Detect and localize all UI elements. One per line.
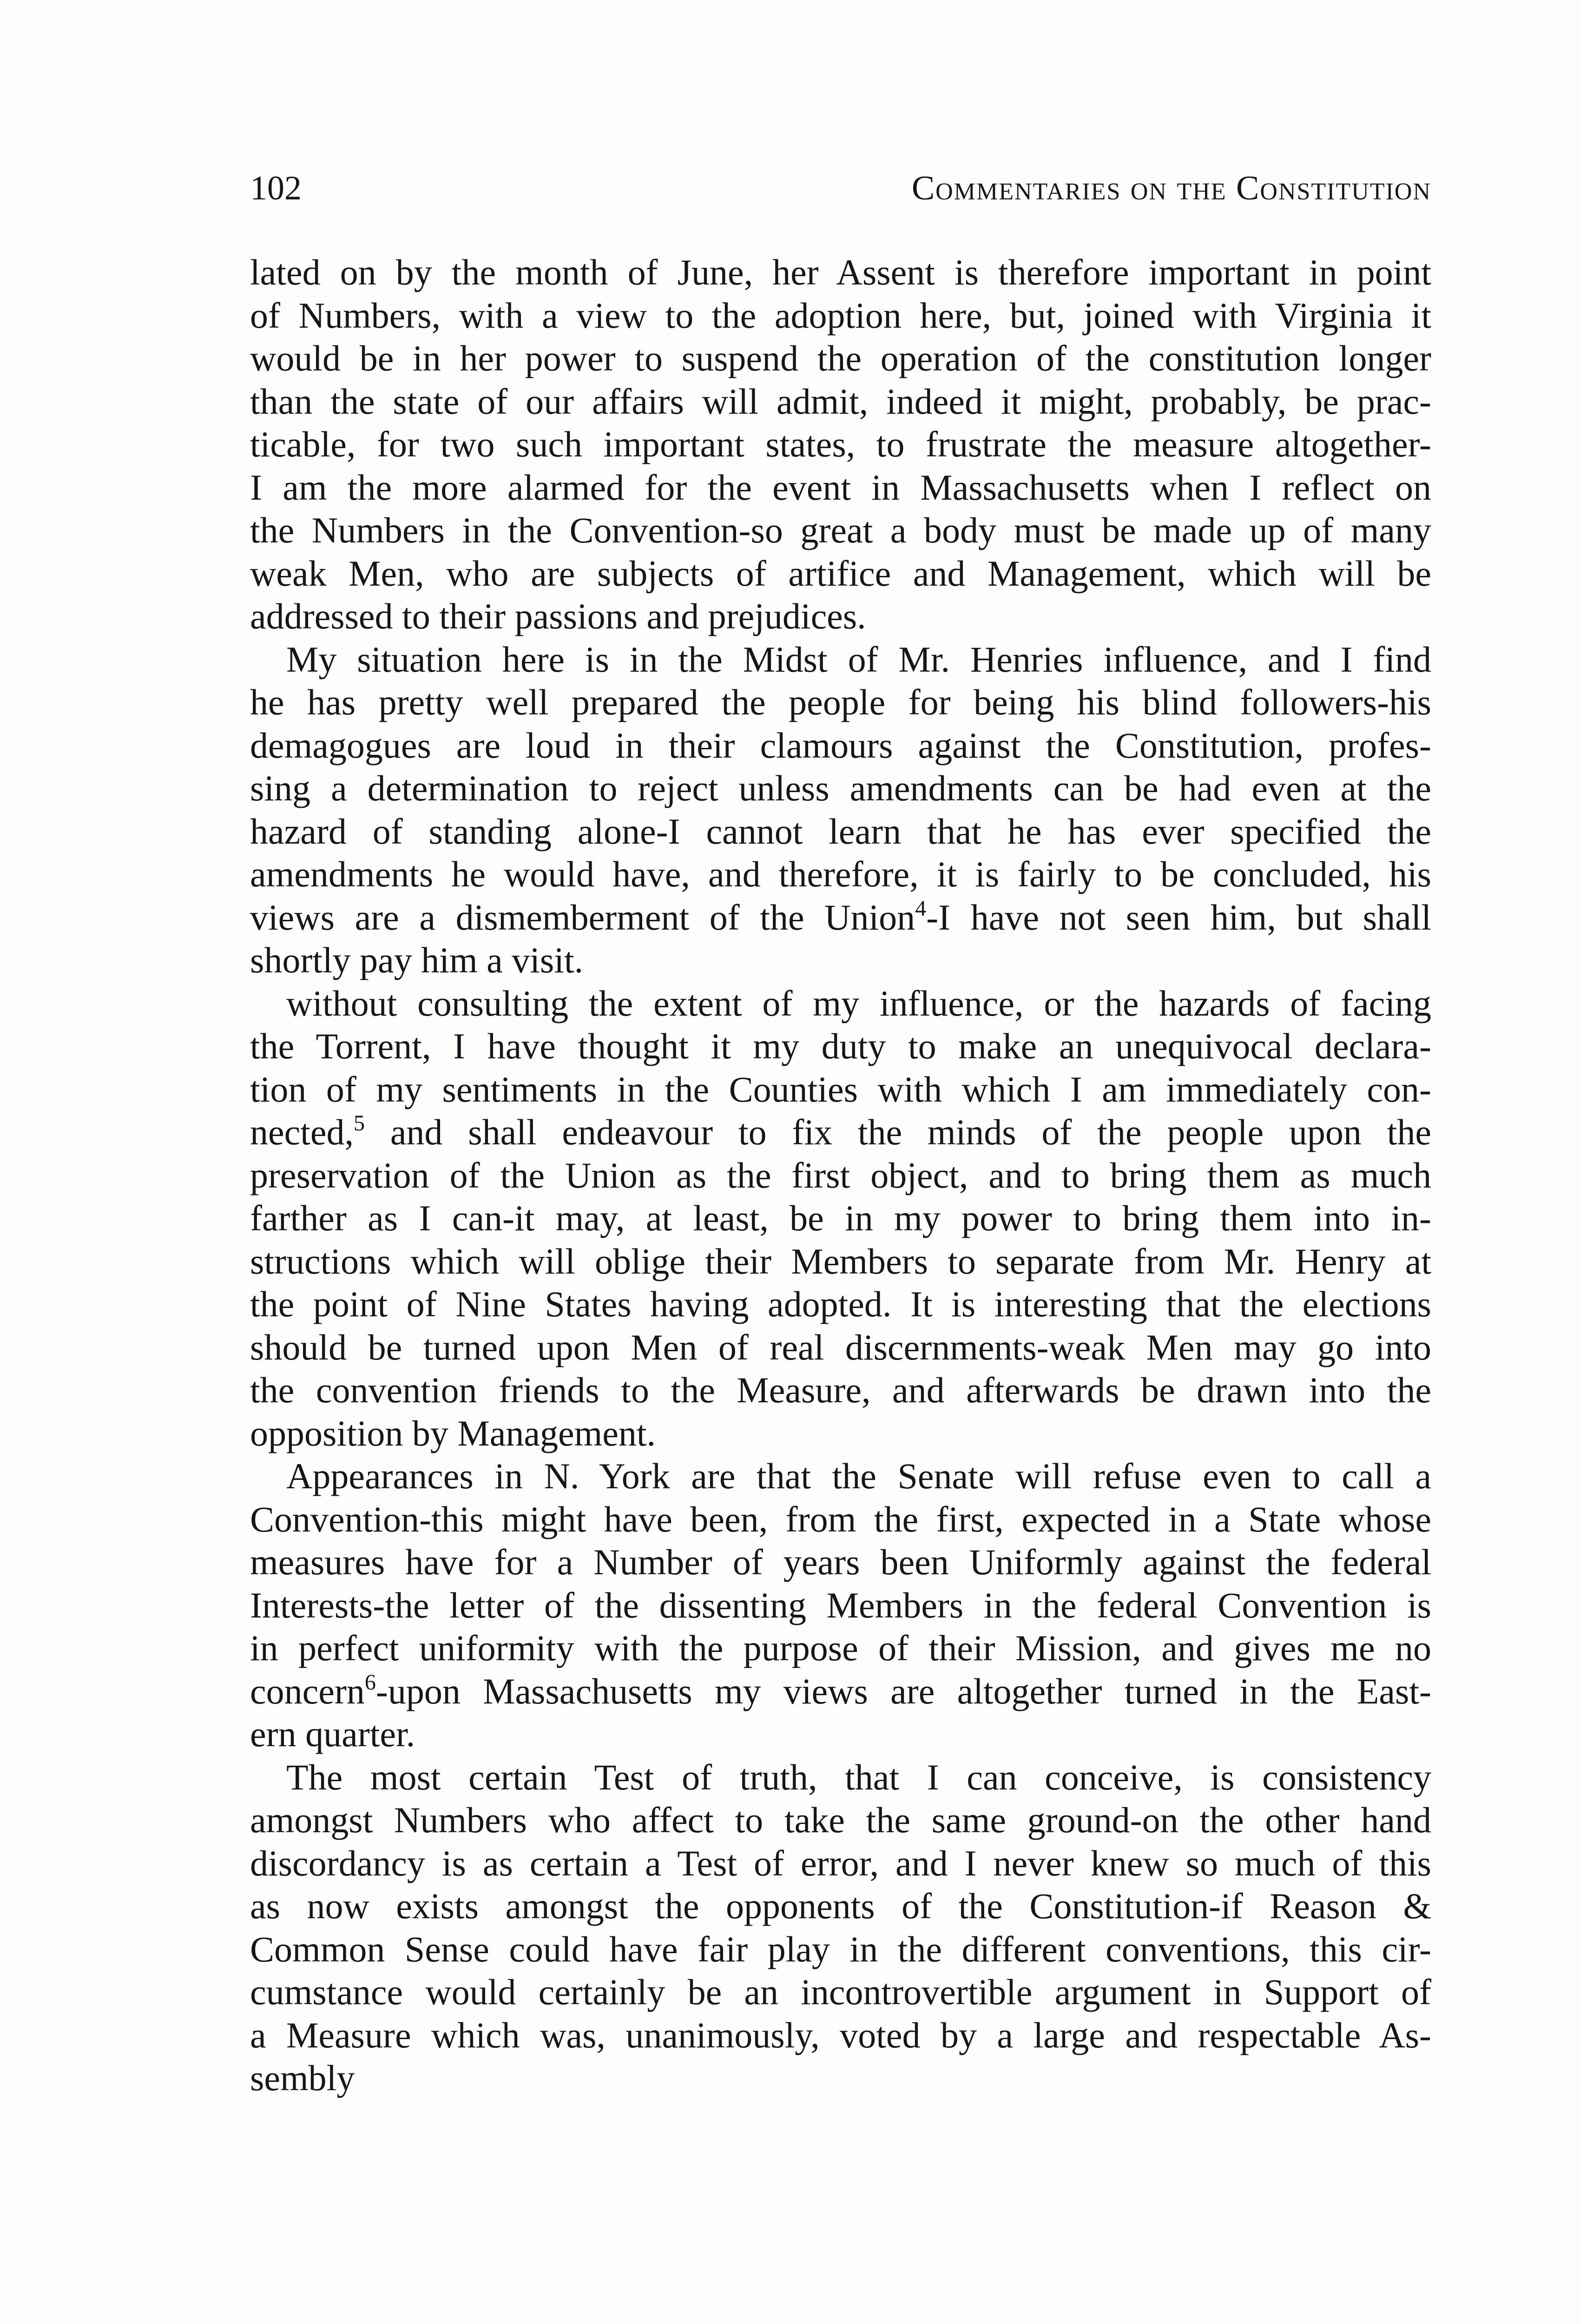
text-line: in perfect uniformity with the purpose of their Mission, and gives me no xyxy=(250,1628,1431,1668)
text-line: would be in her power to suspend the operation of the constitution longer xyxy=(250,338,1431,378)
text-segment: views are a dismemberment of the Union xyxy=(250,897,915,938)
text-line xyxy=(250,1670,1431,1713)
text-line: he has pretty well prepared the people for being his blind followers-his xyxy=(250,682,1431,722)
body-text xyxy=(250,251,1431,2100)
text-line: discordancy is as certain a Test of error, and I never knew so much of this xyxy=(250,1842,1431,1883)
text-line xyxy=(250,896,1431,939)
text-line: the convention friends to the Measure, and afterwards be drawn into the xyxy=(250,1370,1431,1410)
text-line: amongst Numbers who affect to take the same ground-on the other hand xyxy=(250,1800,1431,1840)
text-line: Convention-this might have been, from the first, expected in a State whose xyxy=(250,1499,1431,1539)
footnote-ref: 6 xyxy=(364,1670,376,1695)
text-line: Appearances in N. York are that the Senate will refuse even to call a xyxy=(286,1456,1431,1496)
text-line: I am the more alarmed for the event in Massachusetts when I reflect on xyxy=(250,467,1431,508)
text-line: tion of my sentiments in the Counties with which I am immediately con- xyxy=(250,1069,1431,1109)
text-line: ern quarter. xyxy=(250,1714,415,1754)
text-line: sembly xyxy=(250,2058,355,2098)
paragraph-1 xyxy=(250,251,1431,638)
text-line: shortly pay him a visit. xyxy=(250,940,584,980)
text-line: preservation of the Union as the first object, and to bring them as much xyxy=(250,1155,1431,1195)
text-line: should be turned upon Men of real discernments-weak Men may go into xyxy=(250,1327,1431,1367)
text-line xyxy=(250,1111,1431,1154)
text-line: lated on by the month of June, her Assent is therefore important in point xyxy=(250,252,1431,292)
text-line: measures have for a Number of years been Uniformly against the federal xyxy=(250,1542,1431,1582)
text-line: My situation here is in the Midst of Mr. Henries influence, and I find xyxy=(286,639,1431,680)
text-line: amendments he would have, and therefore, it is fairly to be concluded, his xyxy=(250,854,1431,894)
footnote-ref: 5 xyxy=(354,1111,365,1136)
text-line: than the state of our affairs will admit, indeed it might, probably, be prac- xyxy=(250,381,1431,422)
text-line: Interests-the letter of the dissenting Members in the federal Convention is xyxy=(250,1585,1431,1625)
text-line: opposition by Management. xyxy=(250,1413,656,1453)
text-line: Common Sense could have fair play in the different conventions, this cir- xyxy=(250,1928,1431,1969)
paragraph-4 xyxy=(250,1455,1431,1756)
text-segment: -I have not seen him, but shall xyxy=(926,897,1431,938)
text-line: as now exists amongst the opponents of the Constitution-if Reason & xyxy=(250,1886,1431,1926)
text-line: weak Men, who are subjects of artifice and Management, which will be xyxy=(250,553,1431,594)
text-line: addressed to their passions and prejudices. xyxy=(250,596,866,636)
text-line: the Torrent, I have thought it my duty to make an unequivocal declara- xyxy=(250,1026,1431,1066)
footnote-ref: 4 xyxy=(915,896,927,921)
text-line: cumstance would certainly be an incontrovertible argument in Support of xyxy=(250,1972,1431,2012)
text-segment: concern xyxy=(250,1670,365,1711)
text-line: ticable, for two such important states, to frustrate the measure altogether- xyxy=(250,424,1431,464)
paragraph-3 xyxy=(250,982,1431,1455)
text-segment: -upon Massachusetts my views are altogether turned in the East- xyxy=(375,1670,1431,1711)
paragraph-5 xyxy=(250,1756,1431,2100)
page-header xyxy=(250,167,1431,209)
text-line: hazard of standing alone-I cannot learn that he has ever specified the xyxy=(250,811,1431,852)
text-line: of Numbers, with a view to the adoption here, but, joined with Virginia it xyxy=(250,295,1431,336)
text-line: The most certain Test of truth, that I can conceive, is consistency xyxy=(286,1756,1431,1797)
text-line: sing a determination to reject unless amendments can be had even at the xyxy=(250,768,1431,808)
text-segment: nected, xyxy=(250,1112,354,1152)
page-number: 102 xyxy=(250,169,302,207)
text-line: a Measure which was, unanimously, voted by a large and respectable As- xyxy=(250,2014,1431,2055)
text-line: the point of Nine States having adopted. It is interesting that the elections xyxy=(250,1284,1431,1324)
text-line: without consulting the extent of my influence, or the hazards of facing xyxy=(286,983,1431,1023)
text-line: structions which will oblige their Members to separate from Mr. Henry at xyxy=(250,1241,1431,1281)
text-line: the Numbers in the Convention-so great a body must be made up of many xyxy=(250,510,1431,550)
paragraph-2 xyxy=(250,638,1431,982)
running-head: Commentaries on the Constitution xyxy=(911,169,1431,207)
text-line: demagogues are loud in their clamours against the Constitution, profes- xyxy=(250,725,1431,766)
text-line: farther as I can-it may, at least, be in my power to bring them into in- xyxy=(250,1198,1431,1238)
text-segment: and shall endeavour to fix the minds of the people upon the xyxy=(365,1112,1431,1152)
